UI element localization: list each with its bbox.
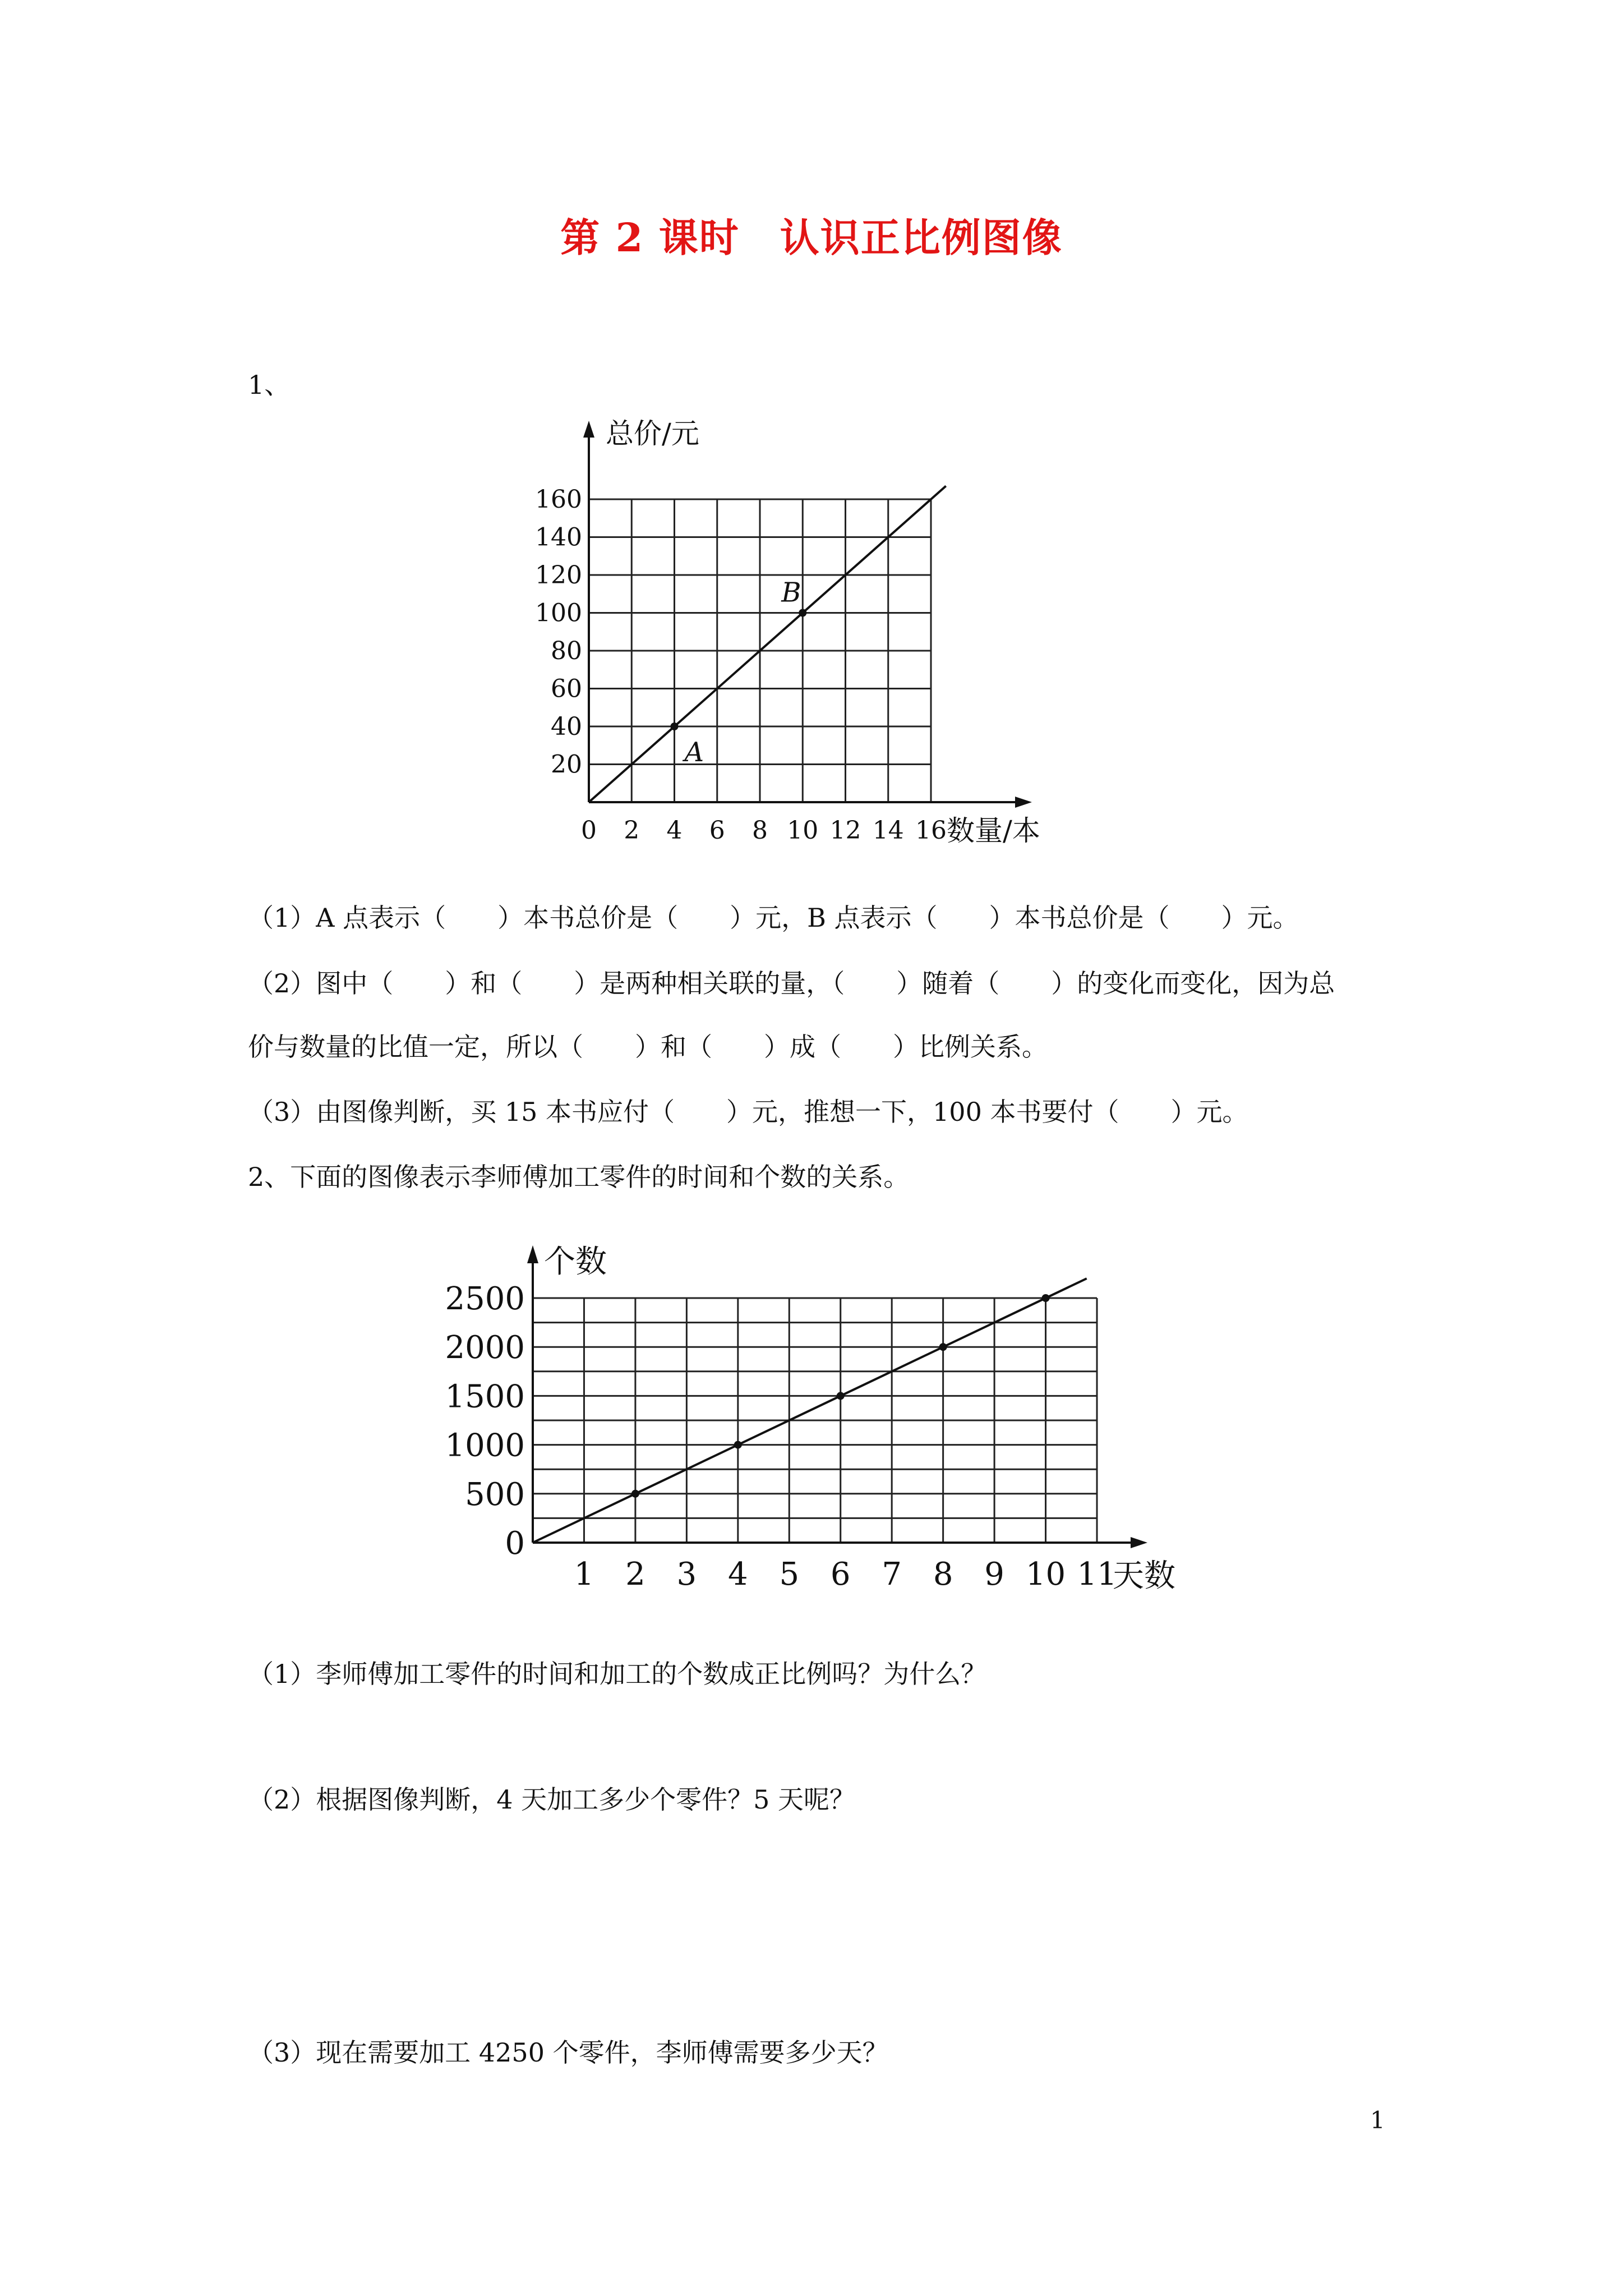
data-point <box>671 723 679 730</box>
data-point <box>939 1343 947 1351</box>
q1-item-2: （2）图中（ ）和（ ）是两种相关联的量，（ ）随着（ ）的变化而变化，因为总 <box>248 968 1335 999</box>
q2-item-3: （3）现在需要加工 4250 个零件，李师傅需要多少天？ <box>248 2037 888 2068</box>
x-tick-label: 3 <box>676 1556 697 1593</box>
y-tick-label: 1000 <box>445 1427 525 1464</box>
x-tick-label: 0 <box>581 816 597 845</box>
page-title: 第 2 课时 认识正比例图像 <box>560 214 1063 261</box>
y-axis-label: 总价/元 <box>606 417 699 450</box>
q1-item-3: （3）由图像判断，买 15 本书应付（ ）元，推想一下，100 本书要付（ ）元。 <box>248 1097 1248 1127</box>
y-tick-label: 60 <box>551 674 582 703</box>
y-tick-label: 2000 <box>445 1329 525 1366</box>
x-tick-label: 8 <box>752 816 768 845</box>
series-line <box>533 1278 1087 1543</box>
x-tick-label: 14 <box>872 816 904 845</box>
data-point <box>799 609 806 617</box>
y-tick-label: 40 <box>551 712 582 741</box>
y-tick-label: 100 <box>535 599 582 628</box>
x-tick-label: 9 <box>984 1556 1004 1593</box>
y-tick-label: 140 <box>535 523 582 552</box>
q1-item-1: （1）A 点表示（ ）本书总价是（ ）元，B 点表示（ ）本书总价是（ ）元。 <box>248 903 1299 933</box>
y-axis-arrow <box>583 421 594 438</box>
x-tick-label: 6 <box>830 1556 851 1593</box>
q2-intro: 2、下面的图像表示李师傅加工零件的时间和个数的关系。 <box>248 1162 910 1192</box>
point-label: A <box>684 737 704 768</box>
q2-item-2: （2）根据图像判断，4 天加工多少个零件？5 天呢？ <box>248 1784 856 1815</box>
data-point <box>734 1441 742 1449</box>
x-axis-arrow <box>1131 1537 1147 1548</box>
y-tick-label: 1500 <box>445 1378 525 1415</box>
y-tick-label: 160 <box>535 485 582 514</box>
y-tick-label: 500 <box>465 1476 525 1513</box>
y-tick-label: 80 <box>551 637 582 665</box>
point-label: B <box>781 577 801 609</box>
x-axis-label: 天数 <box>1113 1558 1175 1594</box>
page-number: 1 <box>1370 2106 1385 2134</box>
x-tick-label: 11 <box>1077 1556 1117 1593</box>
x-axis-label: 数量/本 <box>947 815 1040 847</box>
x-tick-label: 5 <box>779 1556 800 1593</box>
x-tick-label: 8 <box>933 1556 953 1593</box>
chart-total-price-vs-quantity <box>522 404 1122 886</box>
y-tick-label: 120 <box>535 561 582 590</box>
x-tick-label: 1 <box>574 1556 594 1593</box>
y-tick-label: 0 <box>505 1525 525 1562</box>
x-tick-label: 10 <box>1025 1556 1066 1593</box>
x-tick-label: 12 <box>829 816 861 845</box>
x-tick-label: 4 <box>727 1556 748 1593</box>
q2-item-1: （1）李师傅加工零件的时间和加工的个数成正比例吗？为什么？ <box>248 1659 987 1689</box>
chart-parts-vs-days <box>426 1228 1211 1621</box>
data-point <box>837 1392 845 1400</box>
x-tick-label: 2 <box>624 816 640 845</box>
x-tick-label: 6 <box>709 816 725 845</box>
y-axis-label: 个数 <box>544 1244 607 1280</box>
question-1-number: 1、 <box>248 370 291 400</box>
series-line <box>589 486 946 802</box>
x-axis-arrow <box>1015 797 1032 808</box>
y-tick-label: 2500 <box>445 1281 525 1317</box>
x-tick-label: 2 <box>625 1556 645 1593</box>
data-point <box>631 1490 639 1498</box>
x-tick-label: 16 <box>915 816 947 845</box>
x-tick-label: 4 <box>666 816 683 845</box>
x-tick-label: 7 <box>882 1556 902 1593</box>
x-tick-label: 10 <box>787 816 819 845</box>
y-tick-label: 20 <box>551 750 582 779</box>
q1-item-2-cont: 价与数量的比值一定，所以（ ）和（ ）成（ ）比例关系。 <box>248 1032 1048 1062</box>
y-axis-arrow <box>527 1245 538 1263</box>
data-point <box>1042 1294 1050 1302</box>
